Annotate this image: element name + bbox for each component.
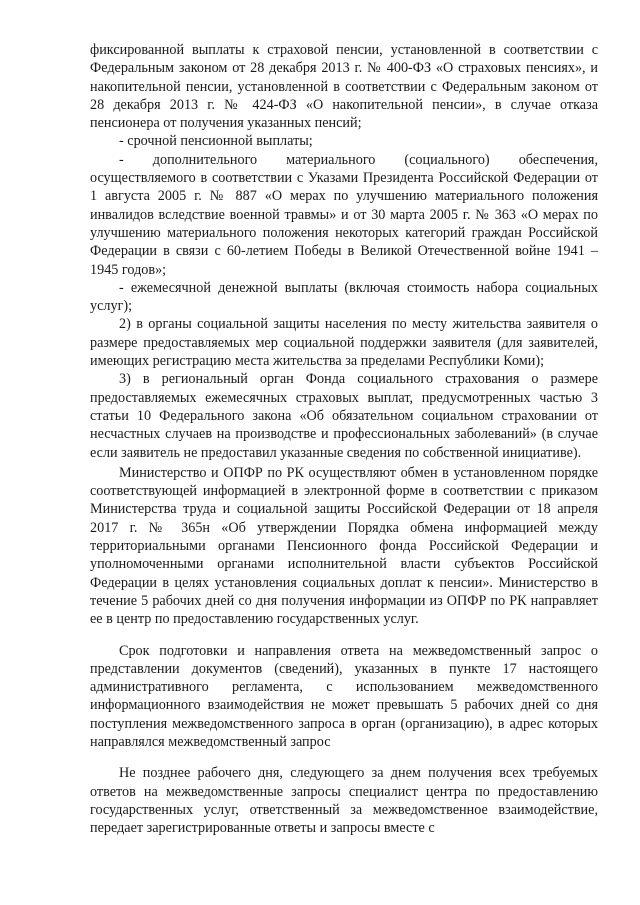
paragraph-next-working-day: Не позднее рабочего дня, следующего за днем получения всех требуемых ответов на межведомственные запросы специалист центра по предоставлению государственных услуг, ответственный за межведомственное взаимодействие, передает зарегистрированные ответы и запросы вместе с <box>90 765 598 837</box>
paragraph-monthly-cash-payment: - ежемесячной денежной выплаты (включая стоимость набора социальных услуг); <box>90 279 598 315</box>
paragraph-item-2: 2) в органы социальной защиты населения по месту жительства заявителя о размере предоставляемых мер социальной поддержки заявителя (для заявителей, имеющих регистрацию места жительства за пределами Республики Коми); <box>90 316 598 370</box>
paragraph-item-3: 3) в региональный орган Фонда социального страхования о размере предоставляемых ежемесячных страховых выплат, предусмотренных частью 3 статьи 10 Федерального закона «Об обязательном социальном страховании от несчастных случаев на производстве и профессиональных заболеваний» (в случае если заявитель не предоставил указанные сведения по собственной инициативе). <box>90 371 598 461</box>
paragraph-urgent-payment: - срочной пенсионной выплаты; <box>119 133 313 150</box>
paragraph-response-deadline: Срок подготовки и направления ответа на межведомственный запрос о представлении документов (сведений), указанных в пункте 17 настоящего административного регламента, с использованием межведомственного информационного взаимодействия не может превышать 5 рабочих дней со дня поступления межведомственного запроса в орган (организацию), в адрес которых направлялся межведомственный запрос <box>90 642 598 750</box>
paragraph-additional-support: - дополнительного материального (социального) обеспечения, осуществляемого в соответствии с Указами Президента Российской Федерации от 1 августа 2005 г. № 887 «О мерах по улучшению материального положения инвалидов вследствие военной травмы» и от 30 марта 2005 г. № 363 «О мерах по улучшению материального положения некоторых категорий граждан Российской Федерации в связи с 60-летием Победы в Великой Отечественной войне 1941 – 1945 годов»; <box>90 151 598 278</box>
paragraph-fixed-payment: фиксированной выплаты к страховой пенсии, установленной в соответствии с Федеральным законом от 28 декабря 2013 г. № 400-ФЗ «О страховых пенсиях», и накопительной пенсии, установленной в соответствии с Федеральным законом от 28 декабря 2013 г. № 424-ФЗ «О накопительной пенсии», в случае отказа пенсионера от получения указанных пенсий; <box>90 42 598 132</box>
document-page <box>90 41 598 837</box>
paragraph-ministry-exchange: Министерство и ОПФР по РК осуществляют обмен в установленном порядке соответствующей информацией в электронной форме в соответствии с приказом Министерства труда и социальной защиты Российской Федерации от 18 апреля 2017 г. № 365н «Об утверждении Порядка обмена информацией между территориальными органами Пенсионного фонда Российской Федерации и уполномоченными органами исполнительной власти субъектов Российской Федерации в целях установления социальных доплат к пенсии». Министерство в течение 5 рабочих дней со дня получения информации из ОПФР по РК направляет ее в центр по предоставлению государственных услуг. <box>90 464 598 628</box>
